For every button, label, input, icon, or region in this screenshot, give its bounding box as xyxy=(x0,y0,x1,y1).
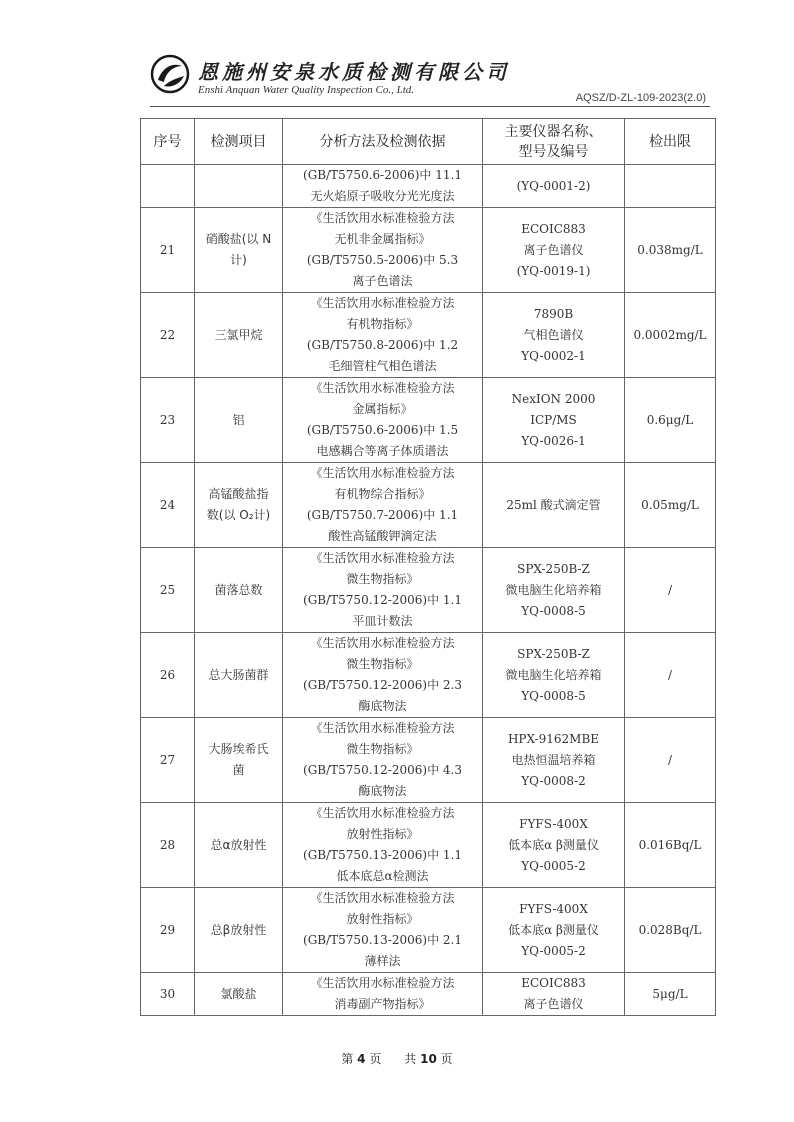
header-divider xyxy=(150,106,710,107)
table-row xyxy=(141,463,716,548)
item-line: 总α放射性 xyxy=(210,837,267,852)
instrument-line: 电热恒温培养箱 xyxy=(511,752,596,767)
method-line: 《生活饮用水标准检验方法 xyxy=(310,636,455,650)
page-number: 4 xyxy=(357,1052,366,1066)
table-row xyxy=(141,718,716,803)
cell-limit: / xyxy=(625,548,716,633)
header-instrument xyxy=(483,119,625,165)
method-line: (GB/T5750.7-2006)中 1.1 xyxy=(306,508,459,522)
cell-item xyxy=(195,633,283,718)
method-line: (GB/T5750.6-2006)中 1.5 xyxy=(306,423,459,437)
instrument-line: YQ-0008-5 xyxy=(521,688,586,703)
cell-no: 29 xyxy=(141,888,195,973)
cell-item xyxy=(195,378,283,463)
cell-method xyxy=(283,463,483,548)
cell-no xyxy=(141,165,195,208)
method-line: 《生活饮用水标准检验方法 xyxy=(310,211,455,225)
header-item: 检测项目 xyxy=(195,119,283,165)
cell-instrument xyxy=(483,888,625,973)
cell-no: 26 xyxy=(141,633,195,718)
instrument-line: YQ-0026-1 xyxy=(521,433,586,448)
cell-item xyxy=(195,293,283,378)
header-method: 分析方法及检测依据 xyxy=(283,119,483,165)
cell-item xyxy=(195,718,283,803)
method-line: 《生活饮用水标准检验方法 xyxy=(310,466,455,480)
method-line: 微生物指标》 xyxy=(346,572,419,586)
method-line: 低本底总α检测法 xyxy=(336,869,429,883)
item-line: 铝 xyxy=(232,412,245,427)
header-limit: 检出限 xyxy=(625,119,716,165)
instrument-line: FYFS-400X xyxy=(519,816,588,831)
document-code: AQSZ/D-ZL-109-2023(2.0) xyxy=(575,92,706,104)
instrument-line: 微电脑生化培养箱 xyxy=(505,582,602,597)
item-line: 数(以 O₂计) xyxy=(206,508,271,522)
cell-instrument xyxy=(483,208,625,293)
method-line: 《生活饮用水标准检验方法 xyxy=(310,976,455,990)
instrument-line: YQ-0005-2 xyxy=(521,858,586,873)
page-footer xyxy=(0,1050,794,1067)
instrument-line: 离子色谱仪 xyxy=(523,997,584,1011)
method-line: 《生活饮用水标准检验方法 xyxy=(310,891,455,905)
method-line: 有机物综合指标》 xyxy=(334,487,431,501)
cell-instrument xyxy=(483,378,625,463)
cell-item xyxy=(195,548,283,633)
cell-item xyxy=(195,973,283,1016)
cell-item xyxy=(195,803,283,888)
cell-limit: 0.038mg/L xyxy=(625,208,716,293)
instrument-line: (YQ-0001-2) xyxy=(516,178,591,193)
method-line: 有机物指标》 xyxy=(346,317,419,331)
table-row xyxy=(141,888,716,973)
cell-limit: 0.0002mg/L xyxy=(625,293,716,378)
cell-method xyxy=(283,803,483,888)
method-line: 《生活饮用水标准检验方法 xyxy=(310,381,455,395)
instrument-line: 7890B xyxy=(533,306,574,321)
instrument-line: SPX-250B-Z xyxy=(517,561,590,576)
cell-limit: 0.016Bq/L xyxy=(625,803,716,888)
company-name-en: Enshi Anquan Water Quality Inspection Co., Ltd. xyxy=(198,84,415,96)
cell-method xyxy=(283,293,483,378)
item-line: 高锰酸盐指 xyxy=(208,487,269,501)
instrument-line: HPX-9162MBE xyxy=(507,731,600,746)
method-line: 无火焰原子吸收分光光度法 xyxy=(310,189,455,203)
cell-method xyxy=(283,548,483,633)
cell-method xyxy=(283,165,483,208)
method-line: 《生活饮用水标准检验方法 xyxy=(310,806,455,820)
page-unit: 页 xyxy=(369,1052,382,1066)
instrument-line: NexION 2000 xyxy=(511,391,596,406)
method-line: (GB/T5750.5-2006)中 5.3 xyxy=(306,253,459,267)
cell-no: 21 xyxy=(141,208,195,293)
cell-limit: / xyxy=(625,718,716,803)
instrument-line: YQ-0005-2 xyxy=(521,943,586,958)
cell-item xyxy=(195,208,283,293)
table-row xyxy=(141,378,716,463)
cell-no: 24 xyxy=(141,463,195,548)
method-line: (GB/T5750.12-2006)中 2.3 xyxy=(303,678,462,692)
method-line: 无机非金属指标》 xyxy=(334,232,431,246)
cell-instrument xyxy=(483,293,625,378)
item-line: 总β放射性 xyxy=(210,922,267,937)
instrument-line: 离子色谱仪 xyxy=(523,242,584,257)
cell-instrument xyxy=(483,463,625,548)
method-line: 酶底物法 xyxy=(358,784,407,798)
instrument-line: SPX-250B-Z xyxy=(517,646,590,661)
total-prefix: 共 xyxy=(404,1052,417,1066)
table-row xyxy=(141,208,716,293)
cell-method xyxy=(283,378,483,463)
item-line: 菌 xyxy=(232,763,245,777)
method-line: 微生物指标》 xyxy=(346,742,419,756)
cell-limit xyxy=(625,165,716,208)
company-logo-icon xyxy=(150,54,190,94)
table-row xyxy=(141,973,716,1016)
method-line: 放射性指标》 xyxy=(346,912,419,926)
method-line: 离子色谱法 xyxy=(352,274,413,288)
cell-no: 28 xyxy=(141,803,195,888)
instrument-line: YQ-0008-2 xyxy=(521,773,586,788)
instrument-line: 低本底α β测量仪 xyxy=(508,837,599,852)
cell-instrument xyxy=(483,718,625,803)
method-line: 消毒副产物指标》 xyxy=(334,997,431,1011)
cell-instrument xyxy=(483,973,625,1016)
inspection-methods-table xyxy=(140,118,716,1016)
table-row xyxy=(141,165,716,208)
item-line: 大肠埃希氏 xyxy=(208,742,269,756)
page-prefix: 第 xyxy=(341,1052,354,1066)
cell-method xyxy=(283,973,483,1016)
method-line: 微生物指标》 xyxy=(346,657,419,671)
method-line: 酶底物法 xyxy=(358,699,407,713)
table-header-row xyxy=(141,119,716,165)
instrument-line: 25ml 酸式滴定管 xyxy=(506,497,601,512)
method-line: (GB/T5750.6-2006)中 11.1 xyxy=(303,168,462,182)
instrument-line: 低本底α β测量仪 xyxy=(508,922,599,937)
cell-instrument xyxy=(483,165,625,208)
method-line: 《生活饮用水标准检验方法 xyxy=(310,296,455,310)
item-line: 菌落总数 xyxy=(214,582,263,597)
cell-item xyxy=(195,165,283,208)
cell-instrument xyxy=(483,633,625,718)
cell-limit: 0.05mg/L xyxy=(625,463,716,548)
instrument-line: ECOIC883 xyxy=(521,221,586,236)
method-line: (GB/T5750.12-2006)中 4.3 xyxy=(303,763,462,777)
cell-limit: / xyxy=(625,633,716,718)
instrument-line: YQ-0002-1 xyxy=(521,348,586,363)
method-line: 毛细管柱气相色谱法 xyxy=(328,359,437,373)
instrument-line: ICP/MS xyxy=(530,412,577,427)
cell-item xyxy=(195,888,283,973)
cell-method xyxy=(283,633,483,718)
cell-method xyxy=(283,208,483,293)
cell-no: 30 xyxy=(141,973,195,1016)
method-line: 《生活饮用水标准检验方法 xyxy=(310,721,455,735)
method-line: 金属指标》 xyxy=(352,402,413,416)
instrument-line: 微电脑生化培养箱 xyxy=(505,667,602,682)
table-row xyxy=(141,548,716,633)
table-row xyxy=(141,803,716,888)
cell-limit: 5μg/L xyxy=(625,973,716,1016)
method-line: 薄样法 xyxy=(364,954,401,968)
method-line: (GB/T5750.13-2006)中 1.1 xyxy=(303,848,462,862)
header-instrument-line: 型号及编号 xyxy=(518,143,589,160)
header-instrument-line: 主要仪器名称、 xyxy=(504,123,603,140)
method-line: 平皿计数法 xyxy=(352,614,413,628)
table-row xyxy=(141,633,716,718)
header-no: 序号 xyxy=(141,119,195,165)
cell-limit: 0.028Bq/L xyxy=(625,888,716,973)
instrument-line: FYFS-400X xyxy=(519,901,588,916)
cell-item xyxy=(195,463,283,548)
method-line: (GB/T5750.8-2006)中 1.2 xyxy=(306,338,459,352)
instrument-line: (YQ-0019-1) xyxy=(516,263,591,278)
method-line: 《生活饮用水标准检验方法 xyxy=(310,551,455,565)
method-line: 电感耦合等离子体质谱法 xyxy=(316,444,449,458)
item-line: 三氯甲烷 xyxy=(214,327,263,342)
table-row xyxy=(141,293,716,378)
method-line: (GB/T5750.12-2006)中 1.1 xyxy=(303,593,462,607)
cell-method xyxy=(283,888,483,973)
company-name-cn: 恩施州安泉水质检测有限公司 xyxy=(198,60,510,84)
cell-no: 27 xyxy=(141,718,195,803)
total-unit: 页 xyxy=(440,1052,453,1066)
instrument-line: YQ-0008-5 xyxy=(521,603,586,618)
cell-no: 25 xyxy=(141,548,195,633)
item-line: 计) xyxy=(230,253,247,267)
cell-instrument xyxy=(483,803,625,888)
instrument-line: ECOIC883 xyxy=(521,976,586,990)
cell-instrument xyxy=(483,548,625,633)
instrument-line: 气相色谱仪 xyxy=(523,327,584,342)
item-line: 硝酸盐(以 N xyxy=(205,232,272,246)
total-pages: 10 xyxy=(420,1052,437,1066)
cell-no: 23 xyxy=(141,378,195,463)
item-line: 氯酸盐 xyxy=(220,986,257,1001)
cell-no: 22 xyxy=(141,293,195,378)
cell-method xyxy=(283,718,483,803)
method-line: (GB/T5750.13-2006)中 2.1 xyxy=(303,933,462,947)
cell-limit: 0.6μg/L xyxy=(625,378,716,463)
method-line: 酸性高锰酸钾滴定法 xyxy=(328,529,437,543)
method-line: 放射性指标》 xyxy=(346,827,419,841)
item-line: 总大肠菌群 xyxy=(208,667,269,682)
